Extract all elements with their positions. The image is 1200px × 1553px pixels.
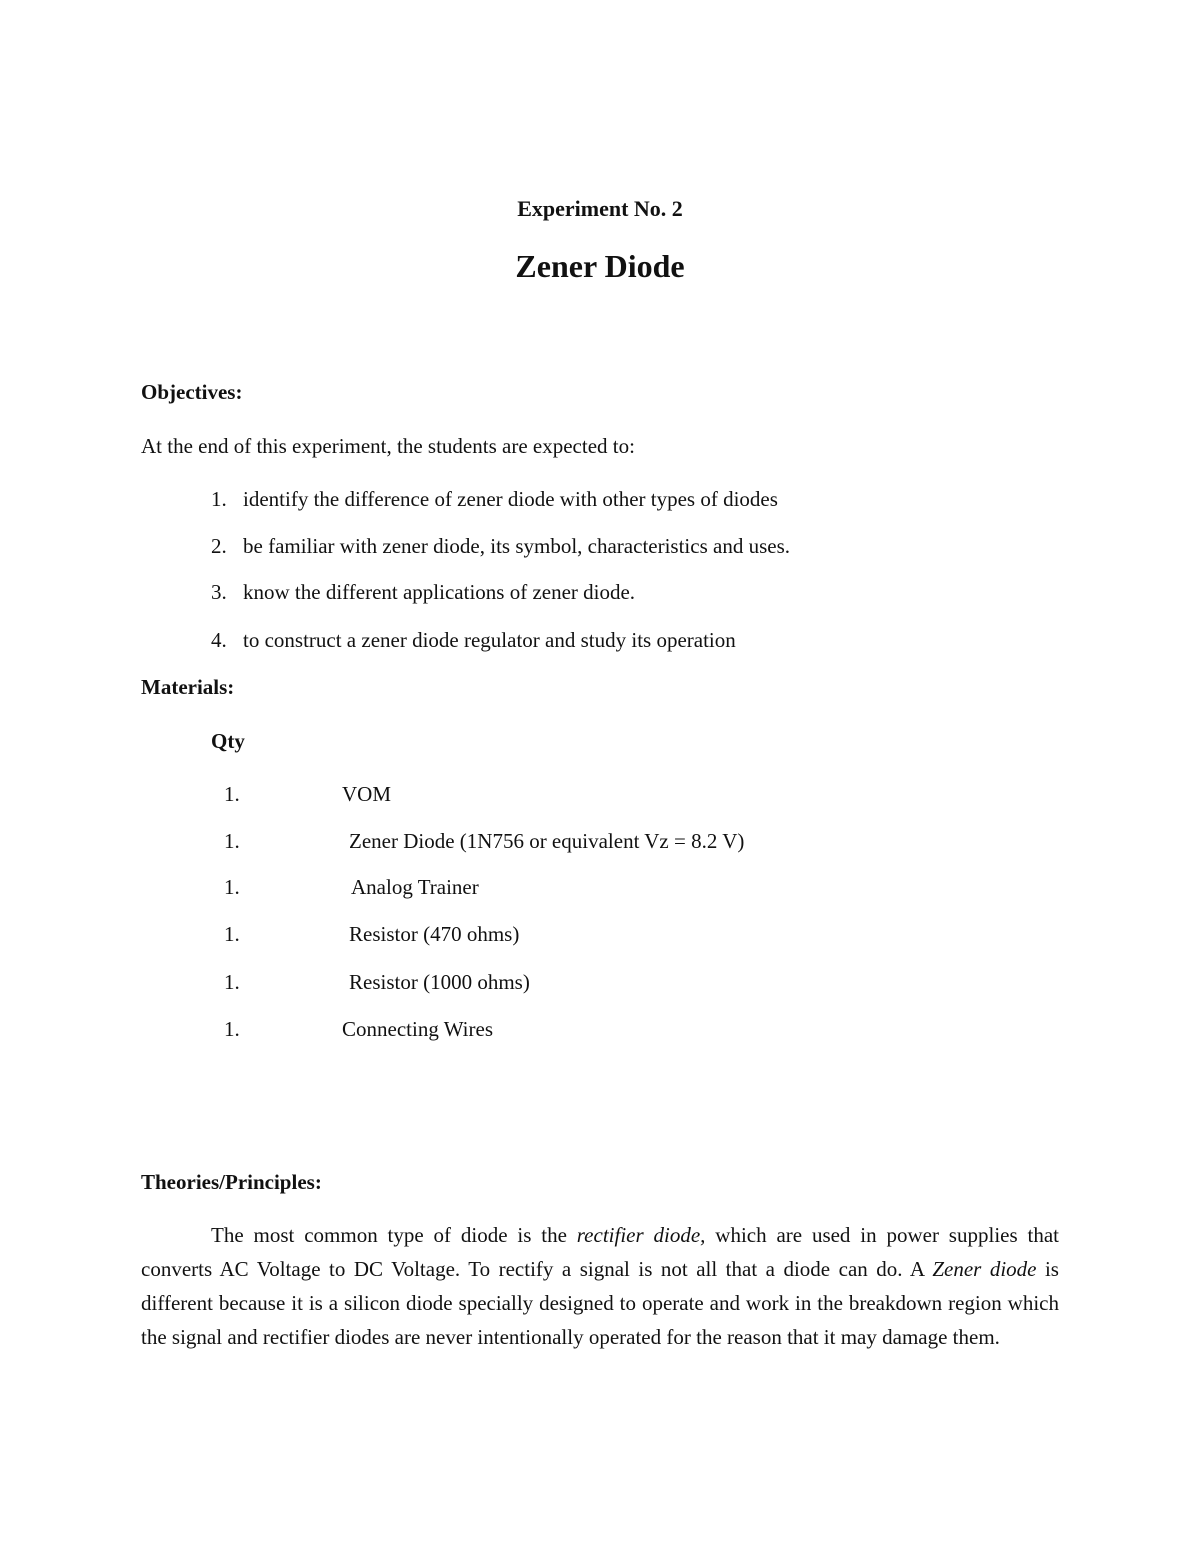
material-qty: 1. — [224, 782, 240, 806]
objective-text: know the different applications of zener diode. — [243, 580, 636, 604]
qty-column-header: Qty — [211, 729, 245, 753]
material-qty: 1. — [224, 1017, 240, 1041]
objective-number: 3. — [211, 580, 227, 604]
objective-text: to construct a zener diode regulator and study its operation — [243, 628, 736, 652]
material-name: Zener Diode (1N756 or equivalent Vz = 8.2 V) — [349, 829, 745, 853]
objective-number: 4. — [211, 628, 227, 652]
theory-text: The most common type of diode is the — [211, 1223, 577, 1247]
material-name: Analog Trainer — [351, 875, 479, 899]
objectives-intro: At the end of this experiment, the students are expected to: — [141, 434, 635, 458]
objective-text: be familiar with zener diode, its symbol, characteristics and uses. — [243, 534, 790, 558]
material-qty: 1. — [224, 970, 240, 994]
theory-paragraph — [141, 1218, 1059, 1354]
theory-emphasis: rectifier diode, — [576, 1223, 706, 1247]
theories-heading: Theories/Principles: — [141, 1170, 322, 1194]
material-name: Resistor (470 ohms) — [349, 922, 520, 946]
theory-text: which are used in power supplies that converts AC Voltage to DC Voltage. To rectify a signal is not all that a diode can do. A — [141, 1223, 1059, 1281]
objectives-heading: Objectives: — [141, 380, 243, 404]
objective-text: identify the difference of zener diode with other types of diodes — [243, 487, 778, 511]
objective-number: 2. — [211, 534, 227, 558]
page-title: Zener Diode — [515, 248, 685, 284]
material-name: Connecting Wires — [342, 1017, 493, 1041]
theory-text: is different because it is a silicon diode specially designed to operate and work in the breakdown region which the signal and rectifier diodes are never intentionally operated for the reason that it may damage them. — [141, 1257, 1059, 1349]
material-name: Resistor (1000 ohms) — [349, 970, 530, 994]
materials-heading: Materials: — [141, 675, 235, 699]
material-qty: 1. — [224, 922, 240, 946]
material-qty: 1. — [224, 875, 240, 899]
experiment-number: Experiment No. 2 — [517, 196, 683, 221]
theory-emphasis: Zener diode — [932, 1257, 1037, 1281]
material-name: VOM — [342, 782, 392, 806]
objective-number: 1. — [211, 487, 227, 511]
material-qty: 1. — [224, 829, 240, 853]
